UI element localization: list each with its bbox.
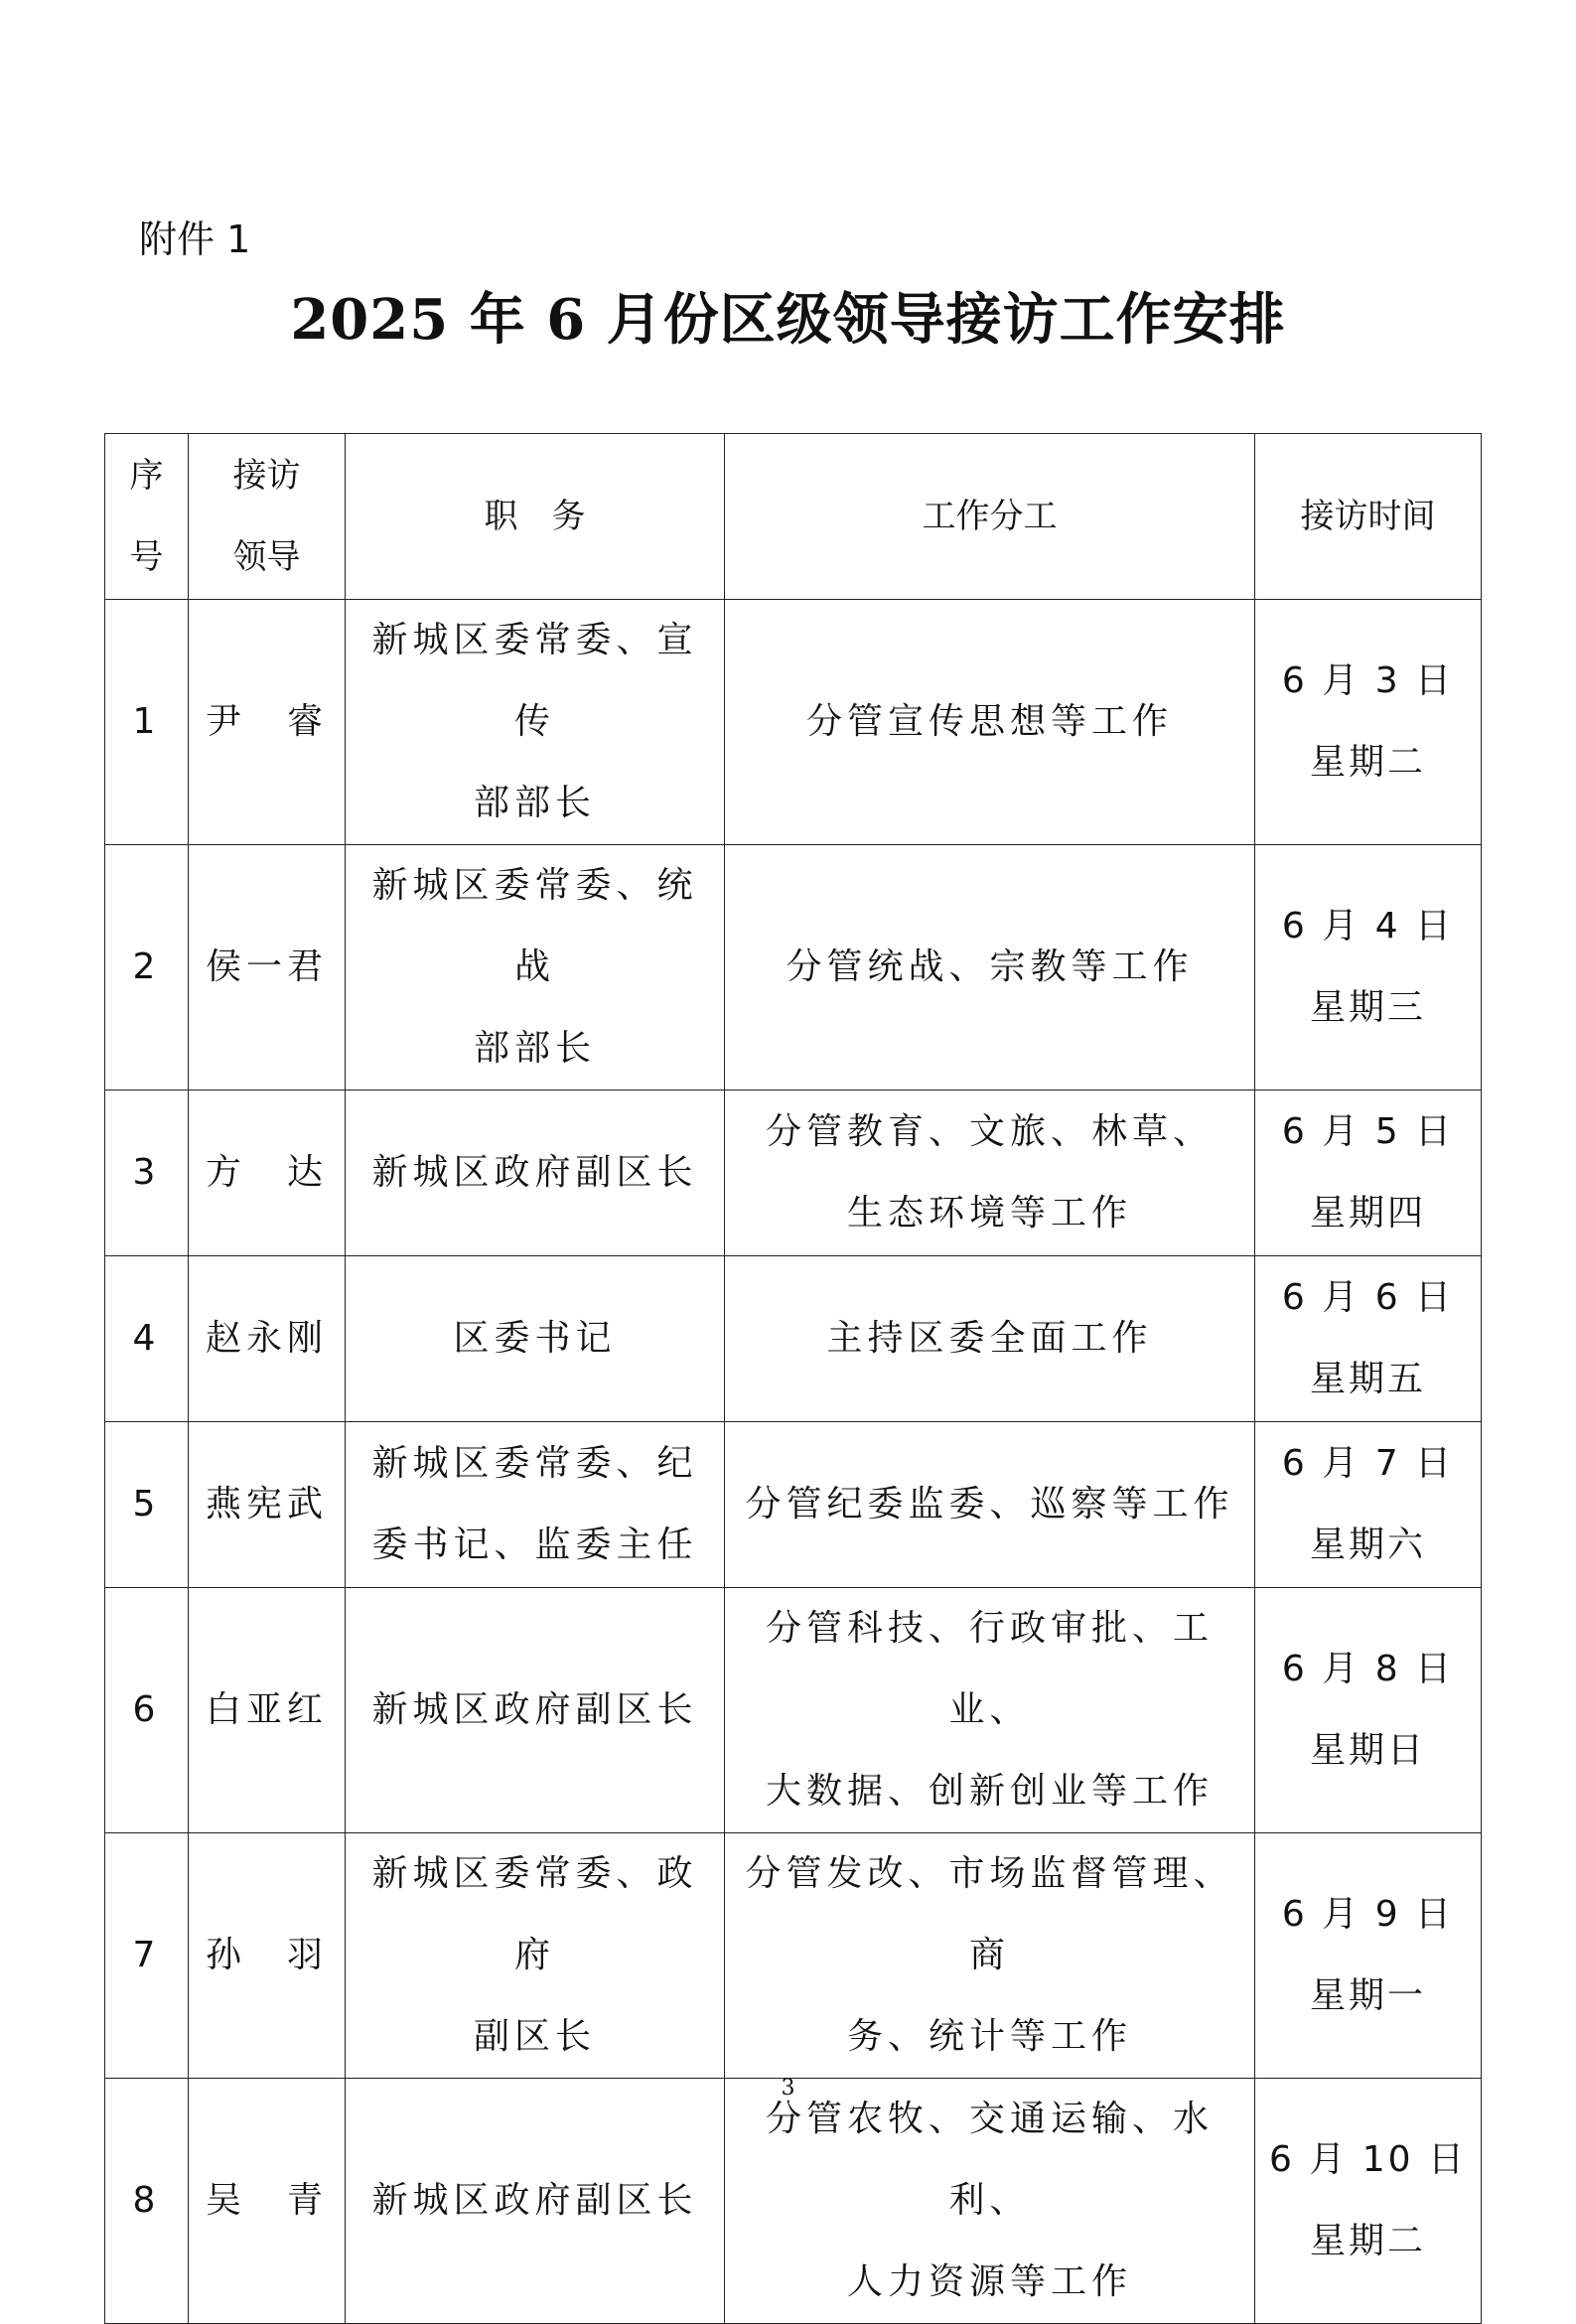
header-leader-line: 领导 <box>232 537 301 577</box>
cell-time <box>1255 2079 1482 2324</box>
post-line: 区委书记 <box>453 1318 617 1359</box>
table-row <box>105 1833 1482 2079</box>
date-line: 6 月 10 日 <box>1268 2139 1468 2180</box>
reception-schedule-table <box>104 433 1482 2324</box>
post-line: 新城区委常委、纪 <box>371 1443 698 1484</box>
table-body <box>105 600 1482 2324</box>
document-title: 2025 年 6 月份区级领导接访工作安排 <box>290 287 1286 353</box>
table-row <box>105 1588 1482 1833</box>
header-leader-line: 接访 <box>232 456 301 496</box>
page-number: 3 <box>781 2076 795 2101</box>
cell-leader: 赵永刚 <box>189 1256 346 1422</box>
cell-duty <box>725 2079 1255 2324</box>
cell-time <box>1255 600 1482 845</box>
post-line: 新城区委常委、政府 <box>371 1853 698 1975</box>
cell-leader: 燕宪武 <box>189 1422 346 1588</box>
cell-no: 5 <box>105 1422 189 1588</box>
duty-line: 主持区委全面工作 <box>826 1318 1153 1359</box>
post-line: 新城区政府副区长 <box>371 1689 698 1730</box>
weekday-line: 星期三 <box>1309 987 1426 1028</box>
cell-no: 3 <box>105 1090 189 1256</box>
weekday-line: 星期四 <box>1309 1193 1426 1234</box>
date-line: 6 月 7 日 <box>1281 1443 1455 1484</box>
header-leader <box>189 434 346 600</box>
weekday-line: 星期二 <box>1309 2221 1426 2261</box>
weekday-line: 星期二 <box>1309 742 1426 783</box>
header-time: 接访时间 <box>1255 434 1482 600</box>
cell-duty <box>725 1833 1255 2079</box>
duty-line: 人力资源等工作 <box>846 2261 1132 2302</box>
header-post: 职 务 <box>346 434 725 600</box>
post-line: 委书记、监委主任 <box>371 1525 698 1565</box>
cell-post <box>346 1588 725 1833</box>
cell-time <box>1255 845 1482 1090</box>
duty-line: 分管发改、市场监督管理、商 <box>745 1853 1234 1975</box>
cell-no: 4 <box>105 1256 189 1422</box>
cell-duty <box>725 1090 1255 1256</box>
weekday-line: 星期六 <box>1309 1525 1426 1565</box>
cell-leader: 方 达 <box>189 1090 346 1256</box>
weekday-line: 星期日 <box>1309 1730 1426 1771</box>
date-line: 6 月 9 日 <box>1281 1894 1455 1935</box>
table-header-row <box>105 434 1482 600</box>
duty-line: 分管教育、文旅、林草、 <box>765 1111 1214 1152</box>
header-duty: 工作分工 <box>725 434 1255 600</box>
cell-post <box>346 1833 725 2079</box>
cell-time <box>1255 1588 1482 1833</box>
cell-no: 2 <box>105 845 189 1090</box>
cell-time <box>1255 1422 1482 1588</box>
post-line: 新城区委常委、统战 <box>371 865 698 987</box>
cell-time <box>1255 1256 1482 1422</box>
date-line: 6 月 4 日 <box>1281 906 1455 946</box>
cell-leader: 侯一君 <box>189 845 346 1090</box>
attachment-label: 附件 1 <box>139 218 251 261</box>
date-line: 6 月 8 日 <box>1281 1649 1455 1689</box>
post-line: 部部长 <box>473 1028 596 1069</box>
weekday-line: 星期五 <box>1309 1359 1426 1399</box>
date-line: 6 月 6 日 <box>1281 1277 1455 1318</box>
cell-time <box>1255 1090 1482 1256</box>
cell-post <box>346 1256 725 1422</box>
cell-no: 7 <box>105 1833 189 2079</box>
cell-post <box>346 600 725 845</box>
header-no-line: 序 <box>129 456 164 496</box>
cell-post <box>346 845 725 1090</box>
duty-line: 分管宣传思想等工作 <box>805 701 1173 742</box>
post-line: 部部长 <box>473 783 596 823</box>
duty-line: 大数据、创新创业等工作 <box>765 1771 1214 1812</box>
table-row <box>105 1256 1482 1422</box>
header-no <box>105 434 189 600</box>
duty-line: 分管农牧、交通运输、水利、 <box>765 2099 1214 2221</box>
cell-leader: 白亚红 <box>189 1588 346 1833</box>
duty-line: 务、统计等工作 <box>846 2016 1132 2057</box>
duty-line: 分管统战、宗教等工作 <box>786 946 1194 987</box>
weekday-line: 星期一 <box>1309 1975 1426 2016</box>
duty-line: 分管纪委监委、巡察等工作 <box>745 1484 1234 1525</box>
post-line: 新城区政府副区长 <box>371 2180 698 2221</box>
table-row <box>105 845 1482 1090</box>
post-line: 副区长 <box>473 2016 596 2057</box>
cell-duty <box>725 845 1255 1090</box>
post-line: 新城区政府副区长 <box>371 1152 698 1193</box>
header-no-line: 号 <box>129 537 164 577</box>
cell-duty <box>725 1422 1255 1588</box>
post-line: 新城区委常委、宣传 <box>371 620 698 742</box>
cell-no: 6 <box>105 1588 189 1833</box>
cell-post <box>346 1090 725 1256</box>
table-row <box>105 600 1482 845</box>
cell-no: 8 <box>105 2079 189 2324</box>
table-row <box>105 1422 1482 1588</box>
date-line: 6 月 3 日 <box>1281 660 1455 701</box>
table-row <box>105 2079 1482 2324</box>
cell-leader: 尹 睿 <box>189 600 346 845</box>
cell-duty <box>725 600 1255 845</box>
table-row <box>105 1090 1482 1256</box>
date-line: 6 月 5 日 <box>1281 1111 1455 1152</box>
cell-leader: 孙 羽 <box>189 1833 346 2079</box>
duty-line: 生态环境等工作 <box>846 1193 1132 1234</box>
cell-post <box>346 2079 725 2324</box>
cell-post <box>346 1422 725 1588</box>
cell-leader: 吴 青 <box>189 2079 346 2324</box>
cell-duty <box>725 1256 1255 1422</box>
cell-duty <box>725 1588 1255 1833</box>
cell-no: 1 <box>105 600 189 845</box>
duty-line: 分管科技、行政审批、工业、 <box>765 1608 1214 1730</box>
cell-time <box>1255 1833 1482 2079</box>
